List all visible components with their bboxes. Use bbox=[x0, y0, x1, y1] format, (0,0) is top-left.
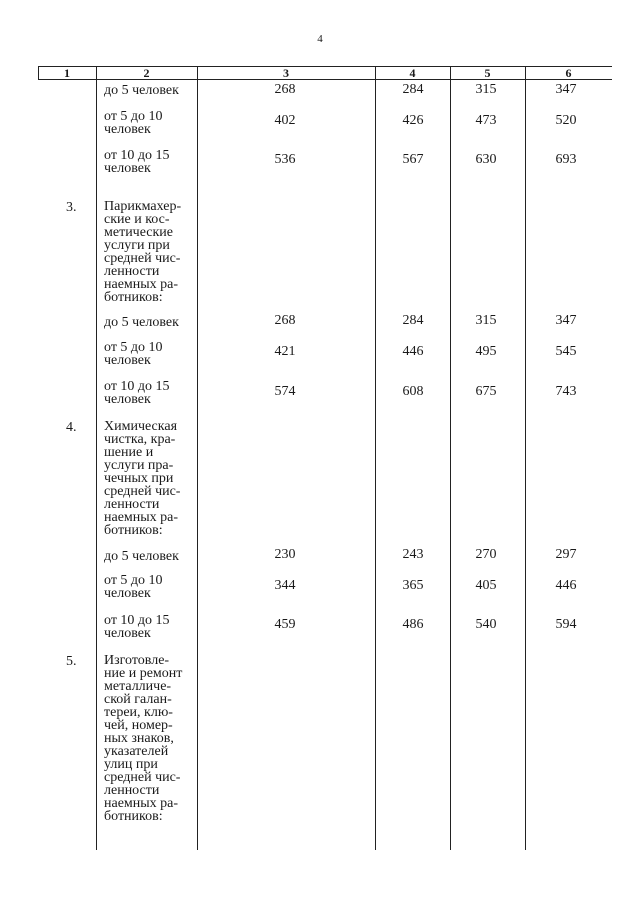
row-value-col4: 243 bbox=[402, 547, 424, 562]
row-label: от 5 до 10 человек bbox=[104, 340, 163, 368]
row-label: до 5 человек bbox=[104, 83, 179, 98]
row-value-col6: 446 bbox=[555, 578, 577, 593]
row-value-col4: 426 bbox=[402, 113, 424, 128]
row-value-col4: 365 bbox=[402, 578, 424, 593]
row-value-col5: 540 bbox=[475, 617, 497, 632]
row-number: 5. bbox=[66, 654, 77, 669]
row-value-col4: 567 bbox=[402, 152, 424, 167]
row-label: от 10 до 15 человек bbox=[104, 148, 170, 176]
row-value-col5: 315 bbox=[475, 313, 497, 328]
row-value-col5: 270 bbox=[475, 547, 497, 562]
row-label: Химическая чистка, кра- шение и услуги пра- чечных при средней чис- ленности наемных ра- ботников: bbox=[104, 419, 181, 538]
row-value-col6: 743 bbox=[555, 384, 577, 399]
row-value-col4: 608 bbox=[402, 384, 424, 399]
row-number: 4. bbox=[66, 420, 77, 435]
row-value-col4: 486 bbox=[402, 617, 424, 632]
row-value-col3: 344 bbox=[274, 578, 296, 593]
row-value-col6: 520 bbox=[555, 113, 577, 128]
header-col-3: 3 bbox=[283, 66, 289, 80]
row-label: до 5 человек bbox=[104, 549, 179, 564]
row-number: 3. bbox=[66, 200, 77, 215]
header-col-5: 5 bbox=[484, 66, 491, 80]
row-value-col5: 495 bbox=[475, 344, 497, 359]
row-label: от 10 до 15 человек bbox=[104, 613, 170, 641]
row-value-col3: 459 bbox=[274, 617, 296, 632]
row-value-col4: 284 bbox=[402, 82, 424, 97]
column-divider-4 bbox=[450, 66, 451, 850]
row-value-col3: 402 bbox=[274, 113, 296, 128]
row-label: от 5 до 10 человек bbox=[104, 109, 163, 137]
column-divider-1 bbox=[96, 66, 97, 850]
row-label: Парикмахер- ские и кос- метические услуги при средней чис- ленности наемных ра- ботников: bbox=[104, 199, 182, 305]
row-value-col6: 347 bbox=[555, 313, 577, 328]
row-value-col3: 230 bbox=[274, 547, 296, 562]
header-col-2: 2 bbox=[143, 66, 150, 80]
row-value-col3: 574 bbox=[274, 384, 296, 399]
column-divider-5 bbox=[525, 66, 526, 850]
row-value-col6: 693 bbox=[555, 152, 577, 167]
row-value-col3: 268 bbox=[274, 82, 296, 97]
row-value-col6: 347 bbox=[555, 82, 577, 97]
page-number: 4 bbox=[317, 33, 323, 45]
header-col-1: 1 bbox=[64, 66, 70, 80]
header-col-4: 4 bbox=[409, 66, 416, 80]
row-label: до 5 человек bbox=[104, 315, 179, 330]
row-value-col5: 630 bbox=[475, 152, 497, 167]
row-value-col6: 594 bbox=[555, 617, 577, 632]
column-divider-2 bbox=[197, 66, 198, 850]
row-label: от 10 до 15 человек bbox=[104, 379, 170, 407]
row-value-col4: 284 bbox=[402, 313, 424, 328]
column-divider-3 bbox=[375, 66, 376, 850]
row-label: Изготовле- ние и ремонт металличе- ской галан- тереи, клю- чей, номер- ных знаков, указателей улиц при средней чис- ленности наемных ра- ботников: bbox=[104, 653, 183, 824]
row-value-col3: 268 bbox=[274, 313, 296, 328]
row-value-col6: 297 bbox=[555, 547, 577, 562]
row-value-col3: 536 bbox=[274, 152, 296, 167]
header-col-6: 6 bbox=[565, 66, 572, 80]
row-value-col5: 315 bbox=[475, 82, 497, 97]
row-value-col5: 405 bbox=[475, 578, 497, 593]
row-value-col3: 421 bbox=[274, 344, 296, 359]
row-value-col6: 545 bbox=[555, 344, 577, 359]
row-value-col5: 675 bbox=[475, 384, 497, 399]
row-label: от 5 до 10 человек bbox=[104, 573, 163, 601]
row-value-col5: 473 bbox=[475, 113, 497, 128]
row-value-col4: 446 bbox=[402, 344, 424, 359]
